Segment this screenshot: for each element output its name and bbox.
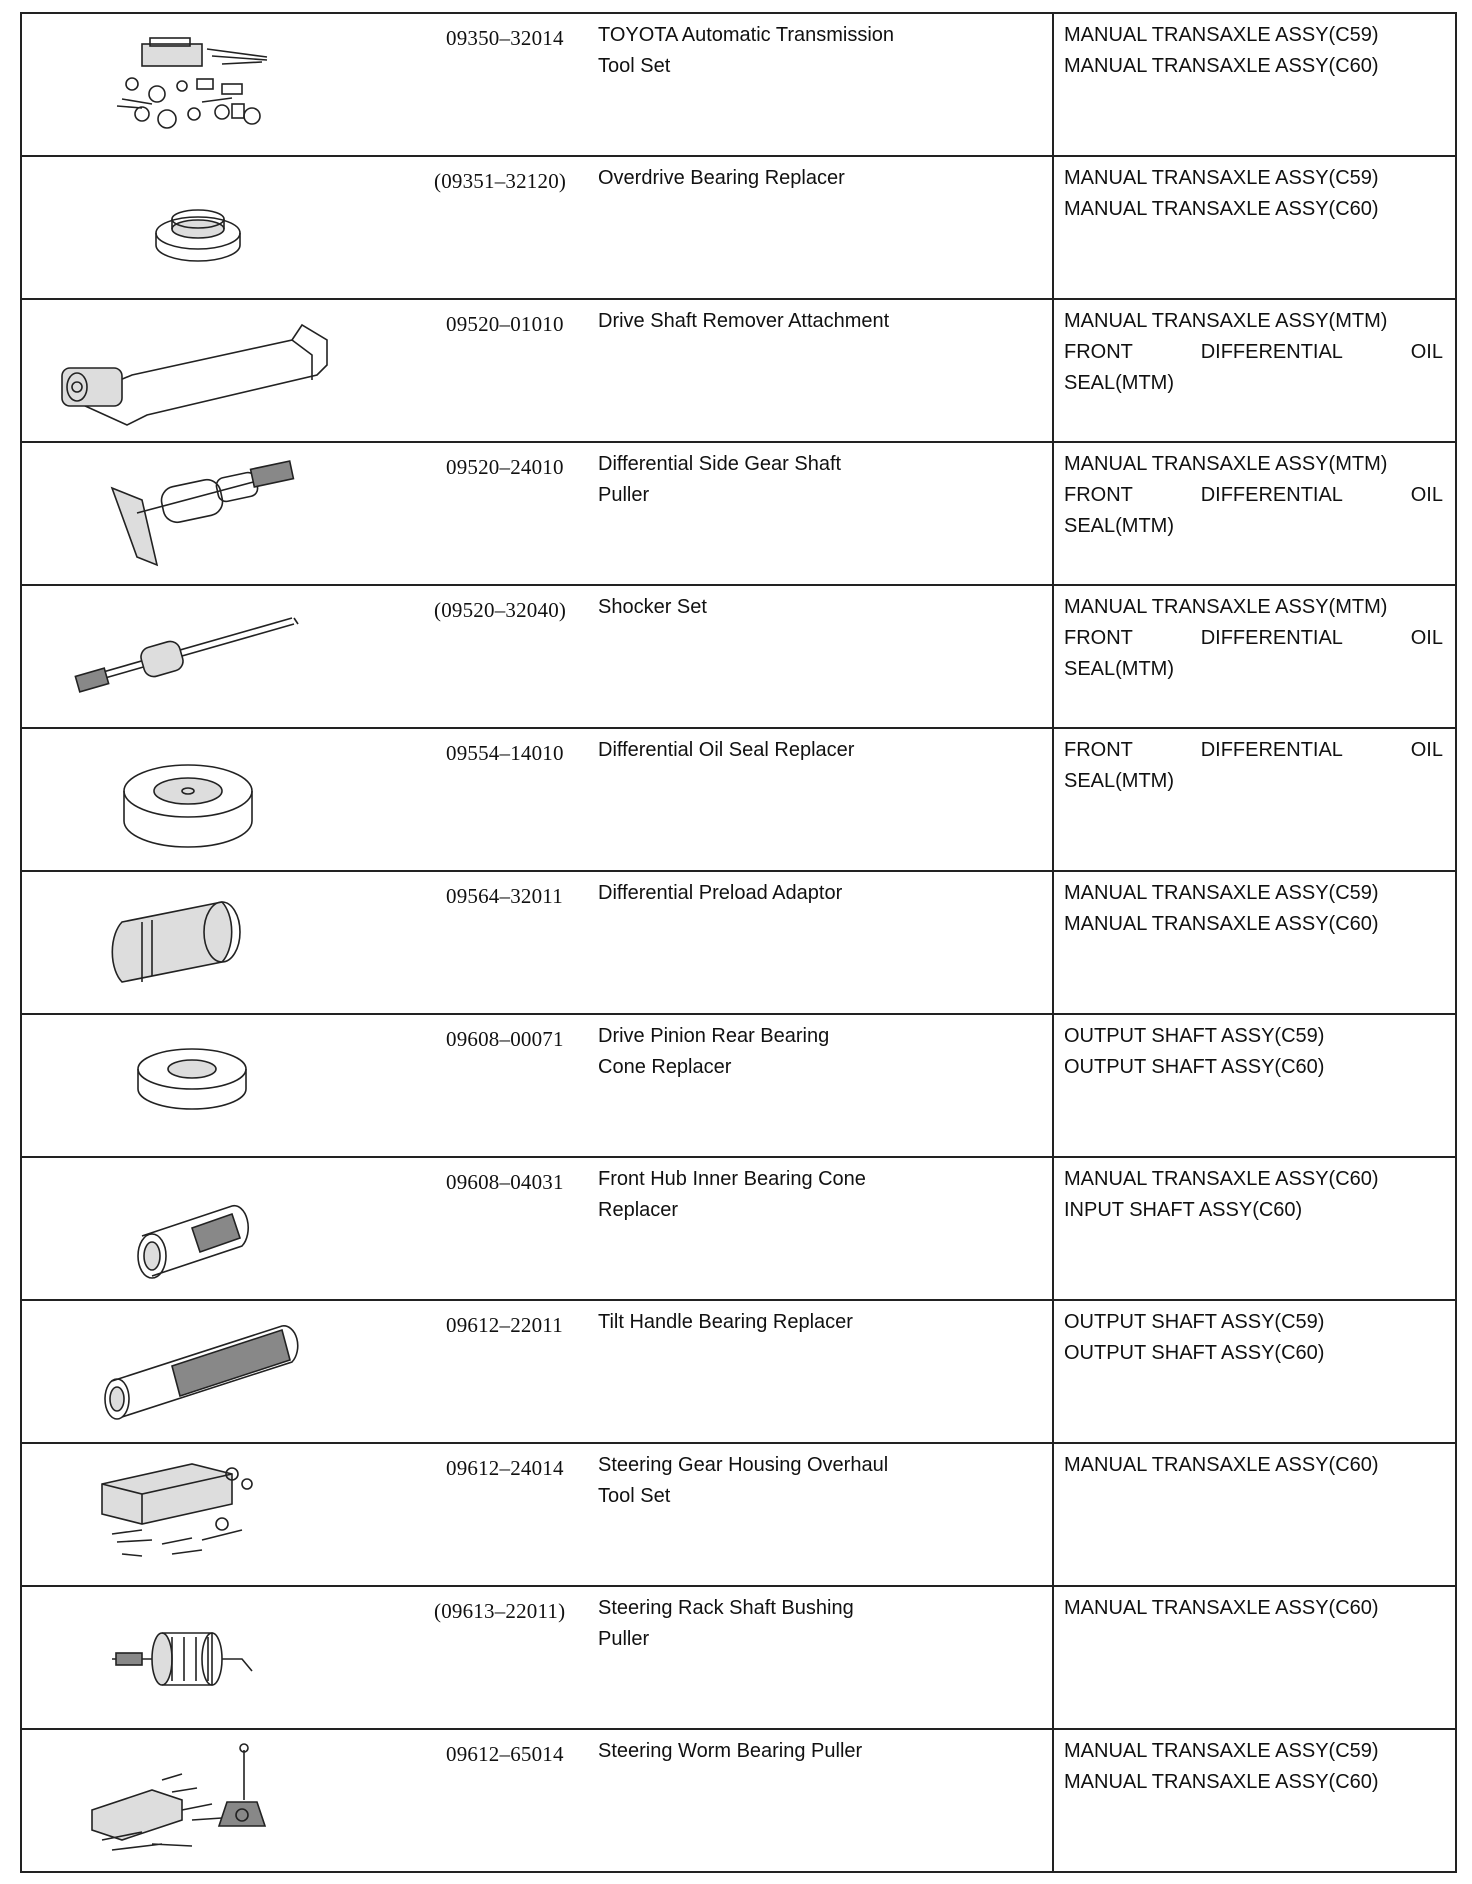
tool-name-line: Differential Oil Seal Replacer (598, 739, 855, 761)
application-line: OUTPUT SHAFT ASSY(C60) (1064, 1056, 1325, 1078)
ring-replacer-icon (22, 157, 424, 300)
application-line (1064, 623, 1443, 654)
application-cell (1053, 442, 1456, 585)
application-line: MANUAL TRANSAXLE ASSY(C59) (1064, 882, 1379, 904)
application-line: MANUAL TRANSAXLE ASSY(MTM) (1064, 596, 1388, 618)
part-number-cell (424, 585, 594, 728)
application-line (1064, 480, 1443, 511)
tool-illustration (21, 1586, 424, 1729)
application-line: MANUAL TRANSAXLE ASSY(C59) (1064, 167, 1379, 189)
tool-name-line: Differential Side Gear Shaft (598, 453, 842, 475)
part-number: 09520–01010 (446, 312, 564, 336)
cone-replacer-icon (22, 1015, 424, 1158)
part-number-cell (424, 13, 594, 156)
application-word: OIL (1410, 341, 1443, 363)
table-row (21, 299, 1456, 442)
tool-name-line: Tool Set (598, 55, 671, 77)
table-row (21, 156, 1456, 299)
tool-set-icon (22, 14, 424, 157)
application-line: OUTPUT SHAFT ASSY(C59) (1064, 1025, 1325, 1047)
application-line: MANUAL TRANSAXLE ASSY(MTM) (1064, 310, 1388, 332)
tool-illustration (21, 1443, 424, 1586)
application-cell (1053, 1014, 1456, 1157)
short-tube-icon (22, 1158, 424, 1301)
table-row (21, 442, 1456, 585)
tool-illustration (21, 299, 424, 442)
tool-name-cell (594, 1300, 1053, 1443)
part-number-cell (424, 1443, 594, 1586)
application-line: MANUAL TRANSAXLE ASSY(C59) (1064, 24, 1379, 46)
seal-replacer-icon (22, 729, 424, 872)
application-line: MANUAL TRANSAXLE ASSY(MTM) (1064, 453, 1388, 475)
tool-name-line: Drive Shaft Remover Attachment (598, 310, 890, 332)
part-number: (09613–22011) (434, 1599, 566, 1623)
tool-illustration (21, 728, 424, 871)
application-cell (1053, 13, 1456, 156)
special-tools-table (20, 12, 1457, 1873)
tool-name-line: Front Hub Inner Bearing Cone (598, 1168, 866, 1190)
table-row (21, 1443, 1456, 1586)
tool-name-cell (594, 585, 1053, 728)
tool-name-cell (594, 156, 1053, 299)
worm-puller-icon (22, 1730, 424, 1873)
application-line: MANUAL TRANSAXLE ASSY(C60) (1064, 55, 1379, 77)
application-line: SEAL(MTM) (1064, 770, 1174, 792)
application-cell (1053, 585, 1456, 728)
shaft-puller-icon (22, 443, 424, 586)
tool-name-line: Steering Worm Bearing Puller (598, 1740, 863, 1762)
application-line (1064, 735, 1443, 766)
application-cell (1053, 1729, 1456, 1872)
part-number: 09564–32011 (446, 884, 563, 908)
table-row (21, 728, 1456, 871)
application-cell (1053, 871, 1456, 1014)
tool-illustration (21, 1014, 424, 1157)
tool-illustration (21, 156, 424, 299)
table-row (21, 871, 1456, 1014)
tool-illustration (21, 585, 424, 728)
preload-adaptor-icon (22, 872, 424, 1015)
part-number: 09612–22011 (446, 1313, 563, 1337)
tool-name-cell (594, 299, 1053, 442)
tool-name-line: Replacer (598, 1199, 679, 1221)
part-number: (09520–32040) (434, 598, 567, 622)
part-number: 09520–24010 (446, 455, 564, 479)
application-word: FRONT (1064, 739, 1133, 761)
application-line: MANUAL TRANSAXLE ASSY(C60) (1064, 198, 1379, 220)
application-cell (1053, 1300, 1456, 1443)
part-number-cell (424, 1729, 594, 1872)
tool-name-line: Steering Rack Shaft Bushing (598, 1597, 854, 1619)
application-line: SEAL(MTM) (1064, 372, 1174, 394)
application-line: MANUAL TRANSAXLE ASSY(C60) (1064, 1597, 1379, 1619)
tool-name-line: Tilt Handle Bearing Replacer (598, 1311, 853, 1333)
application-word: DIFFERENTIAL (1200, 627, 1343, 649)
application-word: DIFFERENTIAL (1200, 341, 1343, 363)
tool-name-cell (594, 442, 1053, 585)
application-cell (1053, 299, 1456, 442)
tool-name-line: Tool Set (598, 1485, 671, 1507)
application-line: MANUAL TRANSAXLE ASSY(C60) (1064, 1168, 1379, 1190)
application-cell (1053, 1157, 1456, 1300)
tool-name-cell (594, 1014, 1053, 1157)
tool-name-cell (594, 1443, 1053, 1586)
tool-illustration (21, 1729, 424, 1872)
part-number-cell (424, 871, 594, 1014)
application-word: DIFFERENTIAL (1200, 739, 1343, 761)
part-number-cell (424, 1300, 594, 1443)
application-word: DIFFERENTIAL (1200, 484, 1343, 506)
part-number: 09554–14010 (446, 741, 564, 765)
tool-illustration (21, 13, 424, 156)
slide-hammer-icon (22, 586, 424, 729)
part-number-cell (424, 1157, 594, 1300)
tool-name-cell (594, 871, 1053, 1014)
tool-illustration (21, 1300, 424, 1443)
tool-name-cell (594, 13, 1053, 156)
part-number: (09351–32120) (434, 169, 567, 193)
tool-name-line: Puller (598, 1628, 650, 1650)
application-word: OIL (1410, 627, 1443, 649)
application-word: FRONT (1064, 627, 1133, 649)
tool-name-line: Differential Preload Adaptor (598, 882, 843, 904)
part-number-cell (424, 1014, 594, 1157)
application-cell (1053, 156, 1456, 299)
part-number-cell (424, 299, 594, 442)
table-row (21, 1729, 1456, 1872)
tool-name-cell (594, 728, 1053, 871)
tool-name-cell (594, 1157, 1053, 1300)
tool-name-line: Cone Replacer (598, 1056, 732, 1078)
application-line: INPUT SHAFT ASSY(C60) (1064, 1199, 1303, 1221)
table-row (21, 13, 1456, 156)
case-tool-set-icon (22, 1444, 424, 1587)
part-number-cell (424, 1586, 594, 1729)
table-row (21, 1300, 1456, 1443)
application-word: OIL (1410, 739, 1443, 761)
table-row (21, 1157, 1456, 1300)
application-line: MANUAL TRANSAXLE ASSY(C60) (1064, 913, 1379, 935)
application-line: OUTPUT SHAFT ASSY(C59) (1064, 1311, 1325, 1333)
part-number: 09350–32014 (446, 26, 564, 50)
application-cell (1053, 728, 1456, 871)
tool-illustration (21, 442, 424, 585)
tool-illustration (21, 871, 424, 1014)
table-row (21, 1586, 1456, 1729)
tool-name-cell (594, 1586, 1053, 1729)
part-number: 09612–24014 (446, 1456, 564, 1480)
bushing-puller-icon (22, 1587, 424, 1730)
application-line: SEAL(MTM) (1064, 658, 1174, 680)
application-line: SEAL(MTM) (1064, 515, 1174, 537)
application-line: MANUAL TRANSAXLE ASSY(C60) (1064, 1454, 1379, 1476)
tool-name-line: Overdrive Bearing Replacer (598, 167, 845, 189)
tool-name-cell (594, 1729, 1053, 1872)
application-line: MANUAL TRANSAXLE ASSY(C59) (1064, 1740, 1379, 1762)
remover-attachment-icon (22, 300, 424, 443)
tool-illustration (21, 1157, 424, 1300)
part-number: 09612–65014 (446, 1742, 564, 1766)
application-line (1064, 337, 1443, 368)
application-line: MANUAL TRANSAXLE ASSY(C60) (1064, 1771, 1379, 1793)
table-row (21, 585, 1456, 728)
part-number-cell (424, 442, 594, 585)
part-number-cell (424, 156, 594, 299)
application-line: OUTPUT SHAFT ASSY(C60) (1064, 1342, 1325, 1364)
tool-name-line: Drive Pinion Rear Bearing (598, 1025, 830, 1047)
application-word: FRONT (1064, 484, 1133, 506)
part-number-cell (424, 728, 594, 871)
application-word: FRONT (1064, 341, 1133, 363)
long-tube-icon (22, 1301, 424, 1444)
tool-name-line: Steering Gear Housing Overhaul (598, 1454, 889, 1476)
tool-name-line: Puller (598, 484, 650, 506)
tool-name-line: Shocker Set (598, 596, 707, 618)
application-cell (1053, 1586, 1456, 1729)
table-row (21, 1014, 1456, 1157)
part-number: 09608–00071 (446, 1027, 564, 1051)
application-cell (1053, 1443, 1456, 1586)
application-word: OIL (1410, 484, 1443, 506)
part-number: 09608–04031 (446, 1170, 564, 1194)
tool-name-line: TOYOTA Automatic Transmission (598, 24, 895, 46)
